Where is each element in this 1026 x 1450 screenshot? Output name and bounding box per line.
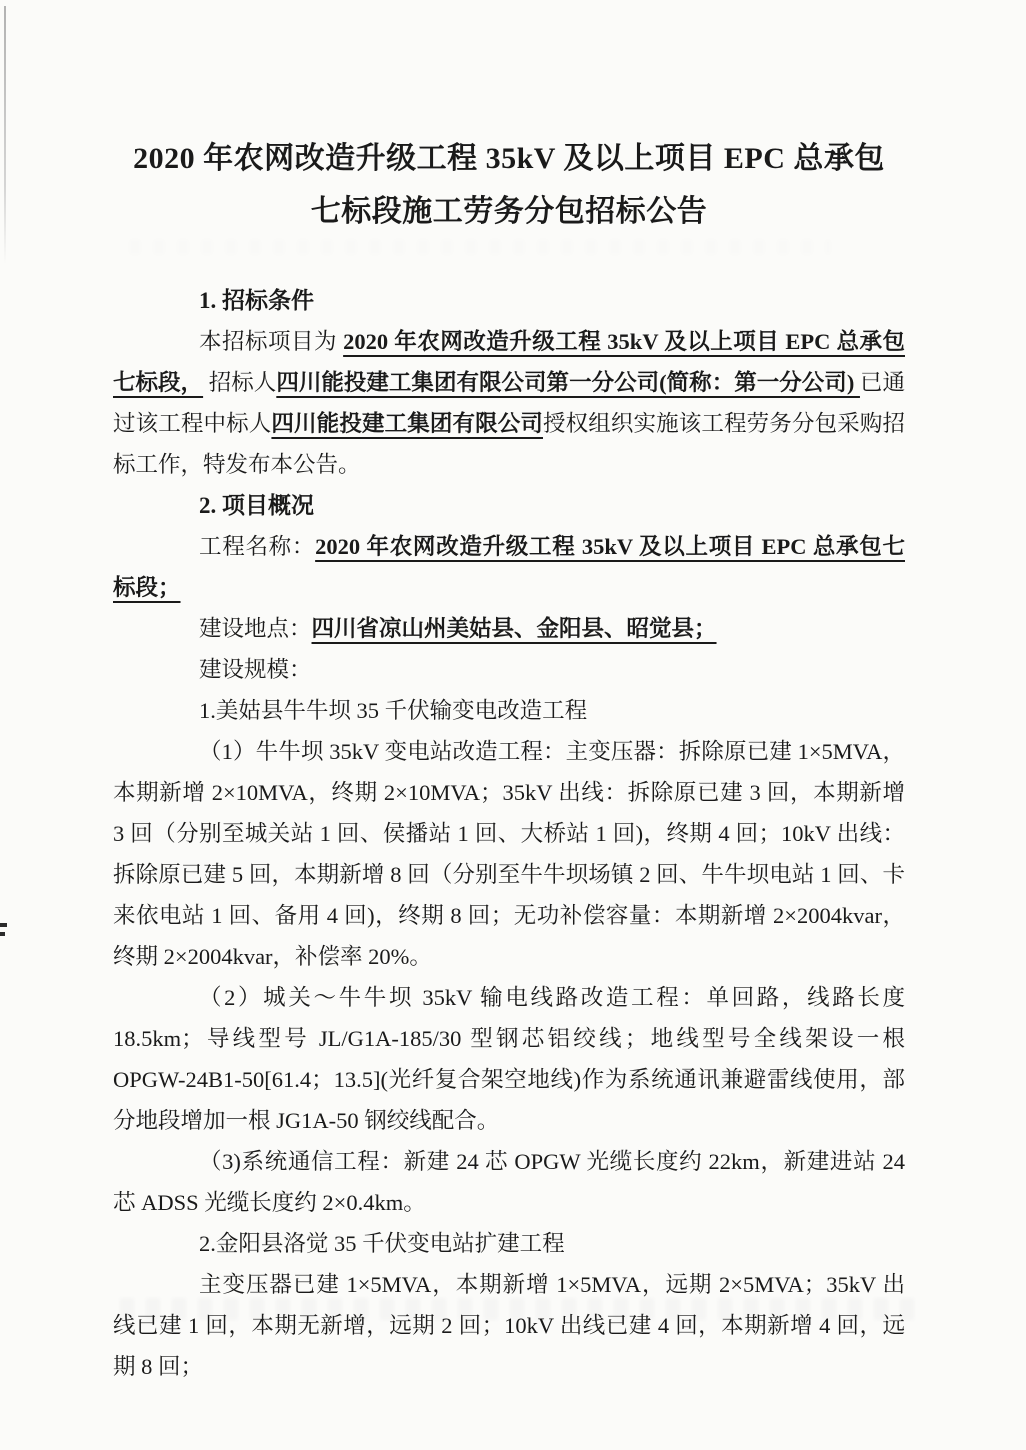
project-name-line	[113, 526, 905, 608]
subproject-1-paragraph-1: （1）牛牛坝 35kV 变电站改造工程：主变压器：拆除原已建 1×5MVA，本期新增 2×10MVA，终期 2×10MVA；35kV 出线：拆除原已建 3 回，本期新增 3 回（分别至城关站 1 回、侯播站 1 回、大桥站 1 回)，终期 4 回；10kV 出线：拆除原已建 5 回，本期新增 8 回（分别至牛牛坝场镇 2 回、牛牛坝电站 1 回、卡来依电站 1 回、备用 4 回)，终期 8 回；无功补偿容量：本期新增 2×2004kvar，终期 2×2004kvar，补偿率 20%。	[113, 739, 905, 969]
text-segment: 授权组织实施该工程劳务分包采购招标工作，特发布本公告。	[113, 411, 905, 477]
subproject-1-paragraph-3: （3)系统通信工程：新建 24 芯 OPGW 光缆长度约 22km，新建进站 24 芯 ADSS 光缆长度约 2×0.4km。	[113, 1149, 905, 1215]
construction-location-label: 建设地点：	[199, 616, 312, 641]
section-1-heading-bidding-conditions: 1. 招标条件	[199, 288, 314, 313]
document-title-line-1: 2020 年农网改造升级工程 35kV 及以上项目 EPC 总承包	[133, 142, 885, 175]
subproject-2-paragraph-1: 主变压器已建 1×5MVA，本期新增 1×5MVA，远期 2×5MVA；35kV 出线已建 1 回，本期无新增，远期 2 回；10kV 出线已建 4 回，本期新增 4 回，远期 8 回；	[113, 1272, 905, 1379]
tender-announcement-document	[113, 132, 905, 1387]
construction-location-value: 四川省凉山州美姑县、金阳县、昭觉县；	[311, 616, 717, 641]
construction-location-line	[113, 608, 905, 649]
project-name-value: 2020 年农网改造升级工程 35kV 及以上项目 EPC 总承包七标段；	[113, 534, 905, 600]
scan-artifact-edge-mark	[0, 921, 8, 941]
text-segment: 已通过该工程中标人	[113, 370, 905, 436]
subproject-1-paragraph-2: （2）城关～牛牛坝 35kV 输电线路改造工程：单回路，线路长度 18.5km；导线型号 JL/G1A-185/30 型钢芯铝绞线；地线型号全线架设一根 OPGW-24B1-50[61.4；13.5](光纤复合架空地线)作为系统通讯兼避雷线使用，部分地段增加一根 JG1A-50 钢绞线配合。	[113, 985, 905, 1133]
document-title	[113, 132, 905, 238]
construction-scale-label-line: 建设规模：	[199, 657, 312, 682]
project-name-label: 工程名称：	[199, 534, 316, 559]
text-segment: 本招标项目为	[199, 329, 344, 354]
text-segment: 招标人	[203, 370, 277, 395]
subproject-1-title: 1.美姑县牛牛坝 35 千伏输变电改造工程	[199, 698, 588, 723]
section-2-heading-project-overview: 2. 项目概况	[199, 493, 314, 518]
text-segment: 四川能投建工集团有限公司	[271, 411, 543, 436]
bidding-conditions-paragraph	[113, 321, 905, 485]
scan-artifact-vertical-line	[4, 6, 6, 264]
text-segment: 四川能投建工集团有限公司第一分公司(简称：第一分公司)	[276, 370, 860, 395]
subproject-2-title: 2.金阳县洛觉 35 千伏变电站扩建工程	[199, 1231, 565, 1256]
document-title-line-2: 七标段施工劳务分包招标公告	[310, 195, 708, 228]
text-segment: 2020 年农网改造升级工程 35kV 及以上项目 EPC 总承包七标段，	[113, 329, 905, 395]
